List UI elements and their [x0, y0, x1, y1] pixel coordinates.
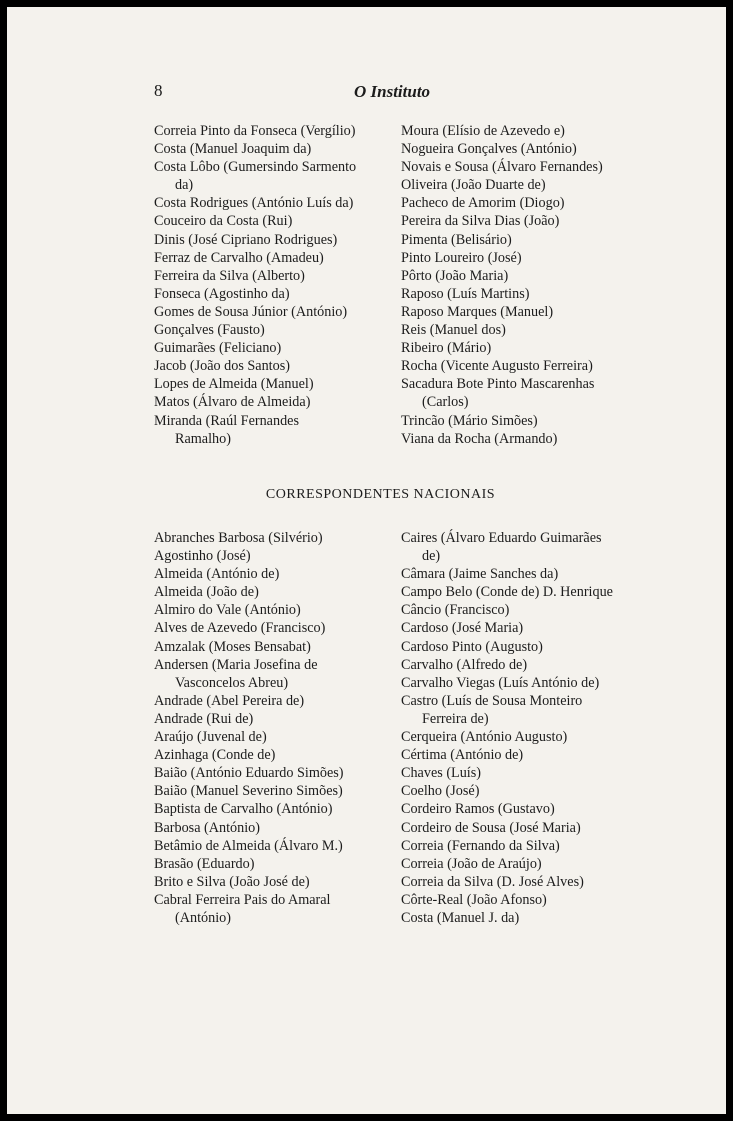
list-entry: Pacheco de Amorim (Diogo)	[401, 195, 565, 212]
member-list-right-column	[401, 122, 637, 448]
list-entry: Castro (Luís de Sousa Monteiro	[401, 692, 583, 709]
list-entry: Araújo (Juvenal de)	[154, 729, 267, 746]
list-entry: Ribeiro (Mário)	[401, 340, 492, 357]
list-entry: Costa Lôbo (Gumersindo Sarmento	[154, 159, 357, 176]
list-entry: Baião (António Eduardo Simões)	[154, 765, 344, 782]
list-entry: Andrade (Abel Pereira de)	[154, 692, 305, 709]
list-entry: Brito e Silva (João José de)	[154, 873, 310, 890]
list-entry-continuation: (Carlos)	[422, 394, 469, 411]
list-entry: Matos (Álvaro de Almeida)	[154, 394, 311, 411]
list-entry: Gomes de Sousa Júnior (António)	[154, 303, 348, 320]
page-number: 8	[154, 81, 163, 100]
list-entry: Costa Rodrigues (António Luís da)	[154, 195, 354, 212]
list-entry: Barbosa (António)	[154, 819, 260, 836]
list-entry: Ferreira da Silva (Alberto)	[154, 267, 305, 284]
list-entry: Jacob (João dos Santos)	[154, 358, 290, 375]
list-entry: Viana da Rocha (Armando)	[401, 430, 558, 447]
list-entry-continuation: (António)	[175, 909, 231, 926]
list-entry: Pôrto (João Maria)	[401, 267, 509, 284]
list-entry: Carvalho (Alfredo de)	[401, 656, 528, 673]
list-entry: Ferraz de Carvalho (Amadeu)	[154, 249, 324, 266]
list-entry: Agostinho (José)	[154, 548, 251, 565]
list-entry: Dinis (José Cipriano Rodrigues)	[154, 231, 338, 248]
list-entry: Nogueira Gonçalves (António)	[401, 141, 577, 158]
member-list-left-column	[154, 122, 390, 448]
list-entry: Abranches Barbosa (Silvério)	[154, 530, 323, 546]
running-title: O Instituto	[354, 82, 431, 101]
correspondents-right-column	[401, 529, 637, 927]
list-entry: Baião (Manuel Severino Simões)	[154, 783, 343, 800]
list-entry: Brasão (Eduardo)	[154, 855, 255, 872]
list-entry: Caires (Álvaro Eduardo Guimarães	[401, 530, 602, 546]
list-entry: Côrte-Real (João Afonso)	[401, 891, 547, 908]
list-entry: Guimarães (Feliciano)	[154, 340, 282, 357]
list-entry: Raposo (Luís Martins)	[401, 285, 530, 302]
list-entry: Novais e Sousa (Álvaro Fernandes)	[401, 159, 603, 176]
list-entry: Câmara (Jaime Sanches da)	[401, 566, 559, 583]
list-entry: Costa (Manuel J. da)	[401, 909, 520, 926]
list-entry-continuation: Ferreira de)	[422, 710, 489, 727]
correspondents-left-column	[154, 529, 390, 927]
list-entry: Campo Belo (Conde de) D. Henrique	[401, 584, 613, 601]
section-heading: CORRESPONDENTES NACIONAIS	[265, 487, 496, 502]
list-entry: Alves de Azevedo (Francisco)	[154, 620, 326, 637]
list-entry: Baptista de Carvalho (António)	[154, 801, 333, 818]
list-entry: Correia (João de Araújo)	[401, 855, 542, 872]
list-entry: Correia (Fernando da Silva)	[401, 837, 560, 854]
list-entry: Cerqueira (António Augusto)	[401, 729, 568, 746]
list-entry: Oliveira (João Duarte de)	[401, 177, 546, 194]
list-entry: Cardoso (José Maria)	[401, 620, 524, 637]
list-entry-continuation: da)	[175, 177, 194, 194]
list-entry: Correia Pinto da Fonseca (Vergílio)	[154, 123, 356, 139]
list-entry: Chaves (Luís)	[401, 765, 481, 782]
list-entry: Correia da Silva (D. José Alves)	[401, 873, 584, 890]
list-entry: Rocha (Vicente Augusto Ferreira)	[401, 358, 593, 375]
list-entry: Azinhaga (Conde de)	[154, 747, 276, 764]
list-entry: Trincão (Mário Simões)	[401, 412, 538, 429]
list-entry: Pimenta (Belisário)	[401, 231, 512, 248]
list-entry-continuation: de)	[422, 548, 441, 565]
list-entry-continuation: Ramalho)	[175, 430, 231, 447]
list-entry: Betâmio de Almeida (Álvaro M.)	[154, 837, 343, 854]
list-entry: Pinto Loureiro (José)	[401, 249, 522, 266]
list-entry: Costa (Manuel Joaquim da)	[154, 141, 312, 158]
list-entry: Couceiro da Costa (Rui)	[154, 213, 293, 230]
list-entry: Reis (Manuel dos)	[401, 322, 506, 339]
list-entry: Câncio (Francisco)	[401, 602, 510, 619]
list-entry: Andrade (Rui de)	[154, 710, 254, 727]
list-entry: Fonseca (Agostinho da)	[154, 285, 290, 302]
list-entry: Raposo Marques (Manuel)	[401, 303, 554, 320]
list-entry: Lopes de Almeida (Manuel)	[154, 376, 314, 393]
list-entry: Cordeiro de Sousa (José Maria)	[401, 819, 581, 836]
list-entry: Moura (Elísio de Azevedo e)	[401, 123, 565, 139]
list-entry: Carvalho Viegas (Luís António de)	[401, 674, 600, 691]
list-entry: Miranda (Raúl Fernandes	[154, 412, 299, 429]
list-entry: Cabral Ferreira Pais do Amaral	[154, 891, 331, 908]
list-entry: Coelho (José)	[401, 783, 480, 800]
list-entry: Amzalak (Moses Bensabat)	[154, 638, 311, 655]
list-entry: Andersen (Maria Josefina de	[154, 656, 318, 673]
list-entry: Cordeiro Ramos (Gustavo)	[401, 801, 555, 818]
list-entry: Pereira da Silva Dias (João)	[401, 213, 560, 230]
document-page	[7, 7, 726, 1114]
list-entry: Cértima (António de)	[401, 747, 524, 764]
list-entry: Gonçalves (Fausto)	[154, 322, 265, 339]
list-entry: Almeida (João de)	[154, 584, 259, 601]
list-entry: Sacadura Bote Pinto Mascarenhas	[401, 376, 595, 393]
list-entry: Cardoso Pinto (Augusto)	[401, 638, 543, 655]
list-entry: Almiro do Vale (António)	[154, 602, 301, 619]
list-entry-continuation: Vasconcelos Abreu)	[175, 674, 289, 691]
list-entry: Almeida (António de)	[154, 566, 280, 583]
